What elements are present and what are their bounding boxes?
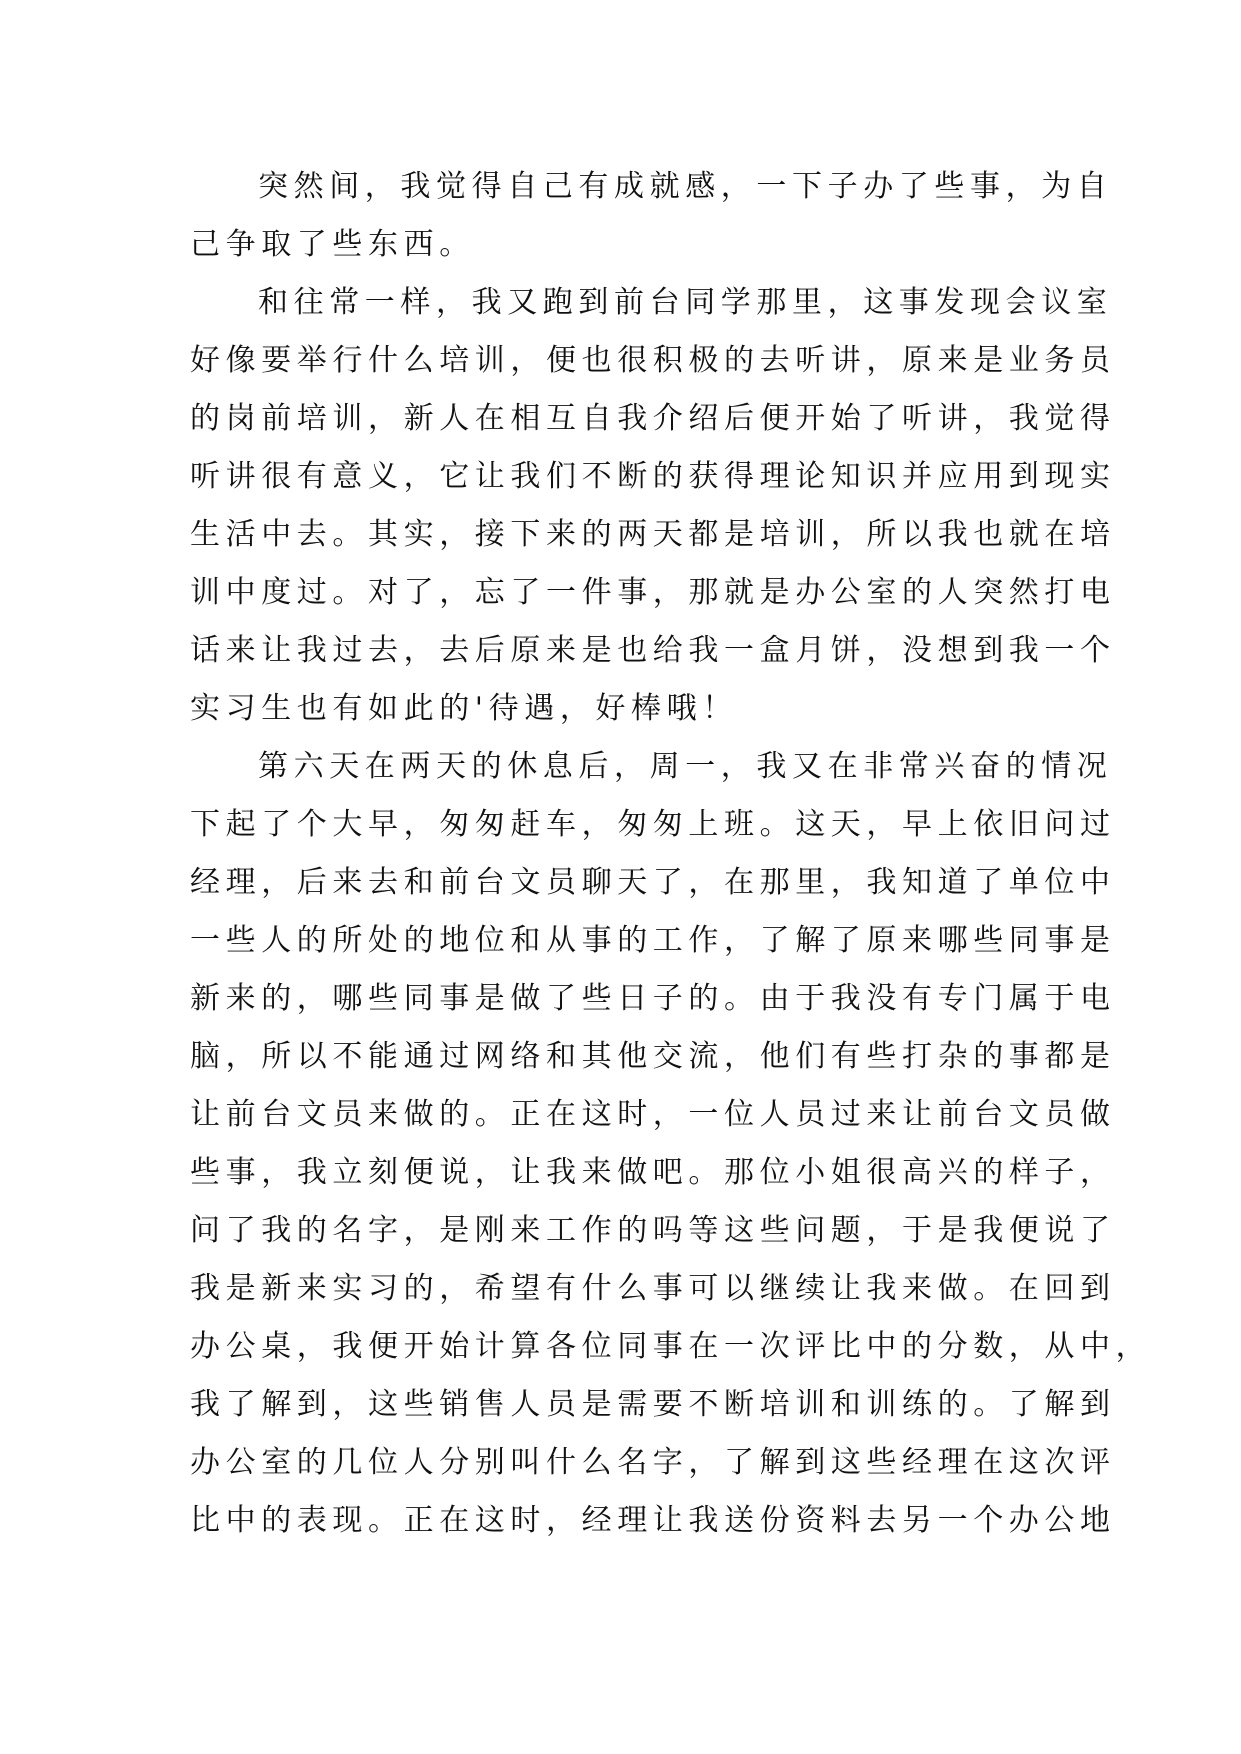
text-line: 我是新来实习的，希望有什么事可以继续让我来做。在回到 — [190, 1271, 1116, 1306]
text-line: 办公桌，我便开始计算各位同事在一次评比中的分数，从中， — [190, 1329, 1152, 1364]
text-line: 脑，所以不能通过网络和其他交流，他们有些打杂的事都是 — [190, 1039, 1116, 1074]
text-line: 突然间，我觉得自己有成就感，一下子办了些事，为自 — [258, 169, 1113, 204]
text-line: 让前台文员来做的。正在这时，一位人员过来让前台文员做 — [190, 1097, 1116, 1132]
text-line: 好像要举行什么培训，便也很积极的去听讲，原来是业务员 — [190, 343, 1116, 378]
text-line: 些事，我立刻便说，让我来做吧。那位小姐很高兴的样子， — [190, 1155, 1116, 1190]
body-text — [190, 158, 1152, 1550]
text-line: 实习生也有如此的'待遇，好棒哦！ — [190, 691, 738, 726]
text-line: 问了我的名字，是刚来工作的吗等这些问题，于是我便说了 — [190, 1213, 1116, 1248]
text-line: 下起了个大早，匆匆赶车，匆匆上班。这天，早上依旧问过 — [190, 807, 1116, 842]
text-line: 的岗前培训，新人在相互自我介绍后便开始了听讲，我觉得 — [190, 401, 1116, 436]
text-line: 话来让我过去，去后原来是也给我一盒月饼，没想到我一个 — [190, 633, 1116, 668]
text-line: 己争取了些东西。 — [190, 227, 475, 262]
text-line: 新来的，哪些同事是做了些日子的。由于我没有专门属于电 — [190, 981, 1116, 1016]
text-line: 比中的表现。正在这时，经理让我送份资料去另一个办公地 — [190, 1503, 1116, 1538]
text-line: 训中度过。对了，忘了一件事，那就是办公室的人突然打电 — [190, 575, 1116, 610]
text-line: 我了解到，这些销售人员是需要不断培训和训练的。了解到 — [190, 1387, 1116, 1422]
text-line: 听讲很有意义，它让我们不断的获得理论知识并应用到现实 — [190, 459, 1116, 494]
text-line: 办公室的几位人分别叫什么名字，了解到这些经理在这次评 — [190, 1445, 1116, 1480]
text-line: 第六天在两天的休息后，周一，我又在非常兴奋的情况 — [258, 749, 1113, 784]
text-line: 一些人的所处的地位和从事的工作，了解了原来哪些同事是 — [190, 923, 1116, 958]
text-line: 经理，后来去和前台文员聊天了，在那里，我知道了单位中 — [190, 865, 1116, 900]
text-line: 生活中去。其实，接下来的两天都是培训，所以我也就在培 — [190, 517, 1116, 552]
text-line: 和往常一样，我又跑到前台同学那里，这事发现会议室 — [258, 285, 1113, 320]
